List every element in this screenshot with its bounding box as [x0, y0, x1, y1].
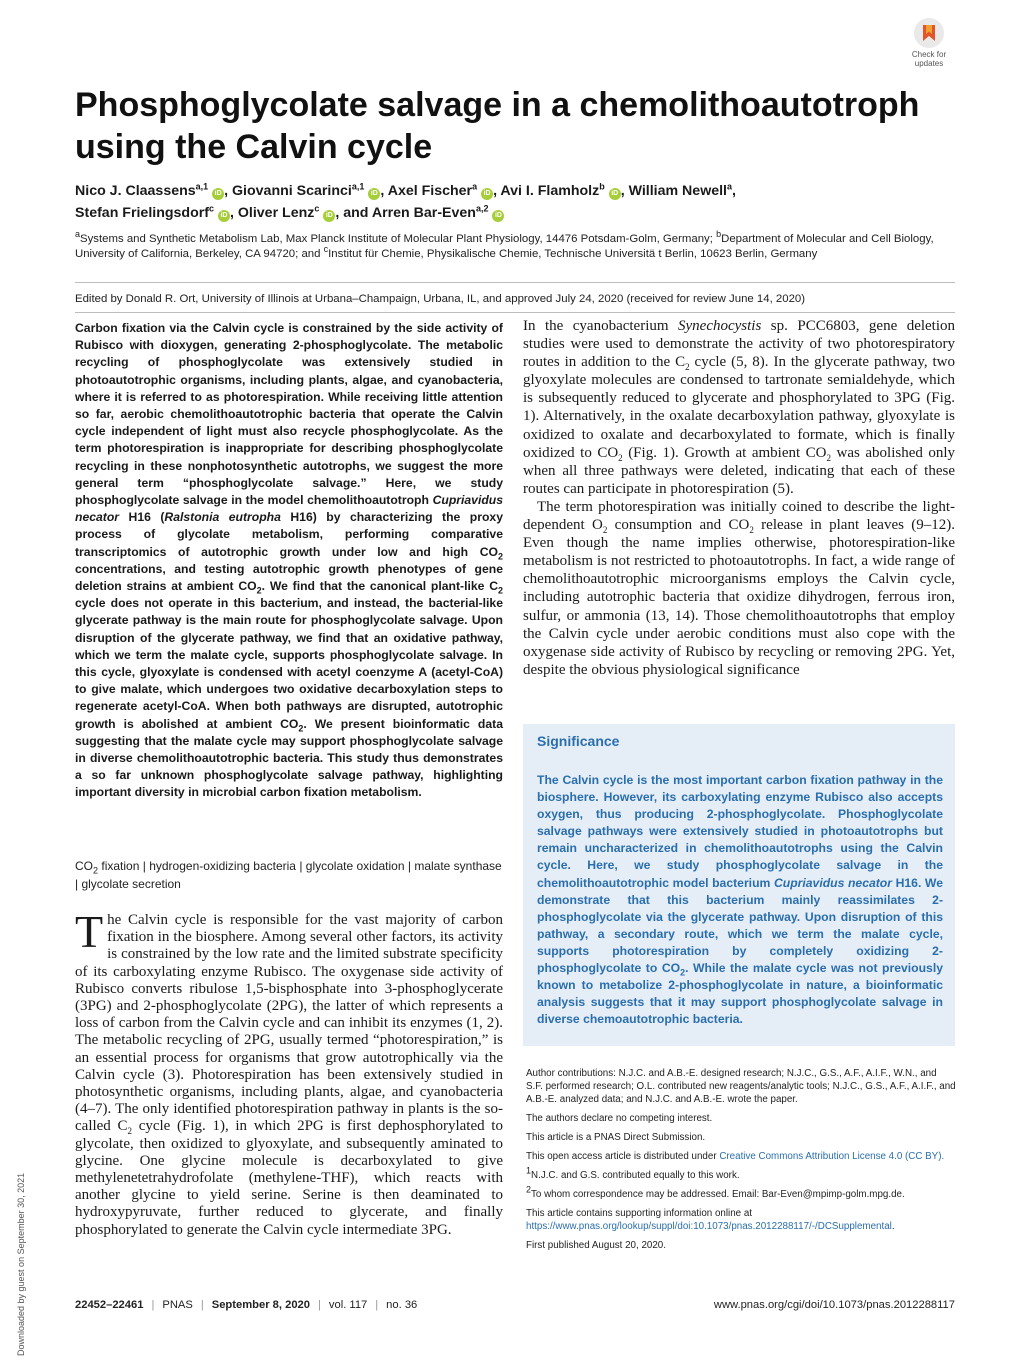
subscript: 2	[602, 525, 608, 536]
divider	[75, 282, 955, 283]
text: This article contains supporting information online at	[526, 1208, 752, 1219]
affiliations	[75, 229, 965, 262]
text: To whom correspondence may be addressed. Email: Bar-Even@mpimp-golm.mpg.de.	[531, 1189, 905, 1200]
badge-line-1: Check for	[911, 50, 947, 59]
text: consumption and CO	[614, 517, 750, 534]
author-affil-sup: b	[599, 181, 605, 192]
subscript: 2	[685, 362, 690, 373]
text: cycle (5, 8). In the glycerate pathway, two glyoxylate molecules are condensed to tartronate semialdehyde, which is subsequently reduced to glycerate and phosphorylated to 3PG (Fig. 1). Alternatively, in the oxalate decarboxylation pathway, glyoxylate is oxidized to oxalate and decarboxylated to formate, which is finally oxidized to CO	[523, 354, 956, 461]
body-paragraph	[523, 317, 955, 498]
badge-line-2: updates	[914, 59, 944, 68]
organism-name: Cupriavidus necator	[773, 875, 892, 890]
subscript: 2	[127, 1126, 132, 1137]
subscript: 2	[498, 585, 504, 596]
body-paragraph: cycle (Fig. 1), in which 2PG is first dephosphorylated to glycolate, then oxidized to glyoxylate, and subsequently aminated to glycine. One glycine molecule is decarboxylated to give methylenetetrahydrofolate (methylene-THF), which reacts with another glycine to yield serine. Serine is then deaminated to hydroxypyruvate, further reduced to glycerate, and finally phosphorylated to generate the Calvin cycle intermediate 3PG.	[75, 1118, 503, 1238]
keyword: fixation	[101, 859, 140, 873]
issue-number: no. 36	[386, 1299, 418, 1311]
author-name[interactable]: William Newell	[628, 183, 728, 199]
author-name[interactable]: Giovanni Scarinci	[232, 183, 352, 199]
article-title: Phosphoglycolate salvage in a chemolithoautotroph using the Calvin cycle	[75, 86, 920, 166]
text: was abolished only when all three pathways were deleted, indicating that each of these routes can participate in photorespiration (5).	[523, 444, 956, 497]
abstract-text: . We present bioinformatic data suggesting that the malate cycle may support phosphoglycolate salvage in diverse chemolithoautotrophic bacteria. This study thus demonstrates a so far unknown phosphoglycolate salvage pathway, highlighting important diversity in microbial carbon fixation metabolism.	[75, 716, 503, 800]
footer-separator: |	[200, 1299, 204, 1311]
keyword: malate synthase	[414, 859, 502, 873]
body-paragraph	[523, 498, 955, 679]
subscript: 2	[826, 452, 832, 463]
text: (Fig. 1). Growth at ambient CO	[628, 444, 827, 461]
author-affil-sup: a	[727, 181, 733, 192]
text: In the cyanobacterium	[523, 318, 669, 334]
text: sp. PCC6803, gene deletion studies were used to demonstrate the activity of two photorespiratory routes in addition to the C	[523, 318, 956, 371]
subscript: 2	[93, 865, 99, 876]
keyword-separator: |	[75, 877, 79, 891]
page-range: 22452–22461	[75, 1299, 144, 1311]
subscript: 2	[256, 585, 262, 596]
abstract	[75, 320, 503, 802]
author-name[interactable]: Axel Fischer	[387, 183, 473, 199]
download-stamp-text: Downloaded by guest on September 30, 2021	[16, 1172, 26, 1356]
affiliation-c: Institut für Chemie, Physikalische Chemie, Technische Universitä t Berlin, 10623 Berlin, Germany	[328, 248, 818, 260]
open-access-note	[526, 1150, 956, 1163]
keyword: glycolate oxidation	[305, 859, 405, 873]
orcid-icon[interactable]: iD	[212, 188, 224, 200]
abstract-text: concentrations, and testing autotrophic growth phenotypes of gene deletion strains at ambient CO	[75, 561, 503, 594]
abstract-text: Carbon fixation via the Calvin cycle is constrained by the side activity of Rubisco with dioxygen, generating 2-phosphoglycolate. The metabolic recycling of phosphoglycolate was extensively studied in photoautotrophic organisms, including plants, algae, and cyanobacteria, where it is referred to as photorespiration. While receiving little attention so far, aerobic chemolithoautotrophic bacteria that operate the Calvin cycle independent of light must also recycle phosphoglycolate. As the term photorespiration is inappropriate for describing phosphoglycolate recycling in these nonphotosynthetic autotrophs, we suggest the more general term “phosphoglycolate salvage.” Here, we study phosphoglycolate salvage in the model chemolithoautotroph	[75, 321, 503, 508]
keyword-separator: |	[142, 859, 146, 873]
keyword: glycolate secretion	[81, 877, 181, 891]
article-notes	[526, 1067, 956, 1258]
text: N.J.C. and G.S. contributed equally to this work.	[531, 1170, 740, 1181]
footer-separator: |	[151, 1299, 155, 1311]
orcid-icon[interactable]: iD	[323, 210, 335, 222]
orcid-icon[interactable]: iD	[609, 188, 621, 200]
abstract-text: H16) by characterizing the proxy process of glycolate metabolism, performing comparative transcriptomics of autotrophic growth under low and high CO	[75, 510, 503, 559]
drop-cap: T	[75, 906, 104, 957]
affil-sup-b: b	[716, 229, 722, 240]
text: release in plant leaves (9–12). Even though the name implies otherwise, photorespiration-like metabolism is not restricted to photoautotrophs. In fact, a wide range of chemolithoautotrophic microorganisms employs the Calvin cycle, including autotrophic bacteria that oxidize dihydrogen, ferrous iron, sulfur, or ammonia (13, 14). Those chemolithoautotrophs that employ the Calvin cycle under aerobic conditions must also cope with the oxygenase side activity of Rubisco by recycling or removing 2PG. Yet, despite the obvious physiological significance	[523, 517, 956, 678]
text: This open access article is distributed under	[526, 1151, 717, 1162]
author-affil-sup: a	[472, 181, 478, 192]
affil-sup-c: c	[323, 244, 329, 255]
text: The Calvin cycle is the most important carbon fixation pathway in the biosphere. However, its carboxylating enzyme Rubisco also accepts oxygen, thus producing 2-phosphoglycolate. Phosphoglycolate salvage pathways were extensively studied in photoautotrophs but remain uncharacterized in chemolithoautotrophs using the Calvin cycle. Here, we study phosphoglycolate salvage in the chemolithoautotrophic model bacterium	[537, 773, 943, 890]
subscript: 2	[497, 551, 503, 562]
doi-url[interactable]: www.pnas.org/cgi/doi/10.1073/pnas.2012288117	[713, 1299, 955, 1311]
subscript: 2	[618, 452, 623, 463]
subscript: 2	[298, 723, 304, 734]
orcid-icon[interactable]: iD	[481, 188, 493, 200]
organism-name: Cupriavidus necator	[75, 493, 504, 525]
organism-synonym: Ralstonia eutropha	[164, 510, 281, 525]
authors-and: and	[343, 205, 369, 221]
footer-left	[75, 1299, 417, 1311]
author-name[interactable]: Arren Bar-Even	[371, 205, 476, 221]
text: .	[891, 1221, 895, 1232]
author-affil-sup: c	[209, 203, 215, 214]
abstract-text: cycle does not operate in this bacterium, and instead, the bacterial-like glycerate pathway is the main route for phosphoglycolate salvage. Upon disruption of the glycerate pathway, we find that an oxidative pathway, which we term the malate cycle, supports phosphoglycolate salvage. In this cycle, glyoxylate is condensed with acetyl coenzyme A (acetyl-CoA) to give malate, which undergoes two oxidative decarboxylation steps to regenerate acetyl-CoA. When both pathways are disrupted, autotrophic growth is abolished at ambient CO	[75, 596, 503, 731]
text: . While the malate cycle was not previously known to metabolize 2-phosphoglycolate in nature, a bioinformatic analysis suggests that it may support phosphoglycolate salvage in diverse chemoautotrophic bacteria.	[537, 961, 943, 1027]
check-for-updates-badge[interactable]	[906, 18, 952, 68]
footer-separator: |	[318, 1299, 321, 1311]
author-affil-sup: a,1	[195, 181, 209, 192]
significance-title: Significance	[537, 733, 620, 749]
page-footer	[75, 1299, 955, 1315]
author-name[interactable]: Oliver Lenz	[237, 205, 315, 221]
issue-date: September 8, 2020	[211, 1299, 310, 1311]
text: The term photorespiration was initially coined to describe the light-dependent O	[523, 498, 955, 534]
bookmark-icon	[914, 18, 944, 48]
body-paragraph: he Calvin cycle is responsible for the vast majority of carbon fixation in the biosphere. Among several other factors, its activity is constrained by the low rate and the limited substrate specificity of its carboxylating enzyme Rubisco. The oxygenase side activity of Rubisco converts ribulose 1,5-bisphosphate into 3-phosphoglycerate (3PG) and 2-phosphoglycolate (2PG), the latter of which represents a loss of carbon from the Calvin cycle and can inhibit its enzymes (1, 2). The metabolic recycling of 2PG, usually termed “photorespiration,” is an essential process for organisms that grow autotrophically via the Calvin cycle (3). Photorespiration has been extensively studied in photosynthetic organisms, including plants, algae, and cyanobacteria (4–7). The only identified photorespiration pathway in plants is the so-called C	[75, 912, 503, 1135]
direct-submission: This article is a PNAS Direct Submission.	[526, 1132, 706, 1143]
author-name[interactable]: Nico J. Claassens	[75, 183, 196, 199]
keyword-separator: |	[299, 859, 303, 873]
author-name[interactable]: Avi I. Flamholz	[500, 183, 600, 199]
affiliation-b: Department of Molecular and Cell Biology, University of California, Berkeley, CA 94720; and	[75, 233, 934, 260]
journal-name: PNAS	[162, 1299, 193, 1311]
author-affil-sup: a,2	[475, 203, 489, 214]
affil-sup-a: a	[75, 229, 81, 240]
footnote-1	[526, 1165, 956, 1182]
significance-text	[537, 772, 943, 1028]
supporting-info-note	[526, 1207, 956, 1233]
orcid-icon[interactable]: iD	[492, 210, 504, 222]
body-text-right	[523, 317, 955, 679]
organism-name: Synechocystis	[678, 318, 762, 334]
body-text-left	[75, 906, 503, 1239]
footnote-sup: 1	[526, 1165, 532, 1176]
published-date: First published August 20, 2020.	[526, 1240, 666, 1251]
author-affil-sup: a,1	[351, 181, 365, 192]
author-name[interactable]: Stefan Frielingsdorf	[75, 205, 210, 221]
orcid-icon[interactable]: iD	[368, 188, 380, 200]
affiliation-a: Systems and Synthetic Metabolism Lab, Max Planck Institute of Molecular Plant Physiology, 14476 Potsdam-Golm, Germany;	[80, 233, 713, 245]
divider	[75, 312, 955, 313]
text: H16. We demonstrate that this bacterium mainly reassimilates 2-phosphoglycolate via the glycerate pathway. Upon disruption of this pathway, a secondary route, which we term the malate cycle, supports photorespiration by completely oxidizing 2-phosphoglycolate to CO	[537, 875, 943, 976]
keyword: CO	[75, 859, 93, 873]
subscript: 2	[749, 525, 754, 536]
author-affil-sup: c	[314, 203, 320, 214]
keyword-separator: |	[407, 859, 411, 873]
keywords	[75, 857, 503, 893]
author-list: Nico J. Claassens$^{a,1}$ iD , Giovanni Scarinci$^{a,1}$ iD , Axel Fischer$^a$ iD , Avi I. Flamholz$^b$ iD , William Newell$^a$, Stefan Frielingsdorf$^c$ iD , Oliver Lenz$^c$ iD , and Arren Bar-Even$^{a,2}$ iD	[75, 181, 736, 221]
footnote-2	[526, 1184, 956, 1201]
abstract-text: H16 (	[128, 510, 165, 525]
keyword: hydrogen-oxidizing bacteria	[149, 859, 296, 873]
supplement-link[interactable]: https://www.pnas.org/lookup/suppl/doi:10.1073/pnas.2012288117/-/DCSupplemental	[526, 1221, 892, 1232]
download-stamp	[16, 1172, 32, 1356]
subscript: 2	[680, 967, 686, 978]
abstract-text: . We find that the canonical plant-like C	[261, 579, 498, 594]
footnote-sup: 2	[526, 1184, 532, 1195]
volume: vol. 117	[328, 1299, 368, 1311]
competing-interest: The authors declare no competing interest.	[526, 1113, 713, 1124]
license-link[interactable]: Creative Commons Attribution License 4.0 (CC BY).	[719, 1151, 945, 1162]
author-contributions: Author contributions: N.J.C. and A.B.-E. designed research; N.J.C., G.S., A.F., A.I.F., W.N., and S.F. performed research; O.L. contributed new reagents/analytic tools; N.J.C., G.S., A.F., A.I.F., and A.B.-E. analyzed data; and N.J.C. and A.B.-E. wrote the paper.	[526, 1068, 956, 1105]
orcid-icon[interactable]: iD	[218, 210, 230, 222]
footer-separator: |	[375, 1299, 379, 1311]
edited-by: Edited by Donald R. Ort, University of Illinois at Urbana–Champaign, Urbana, IL, and approved July 24, 2020 (received for review June 14, 2020)	[75, 293, 806, 305]
